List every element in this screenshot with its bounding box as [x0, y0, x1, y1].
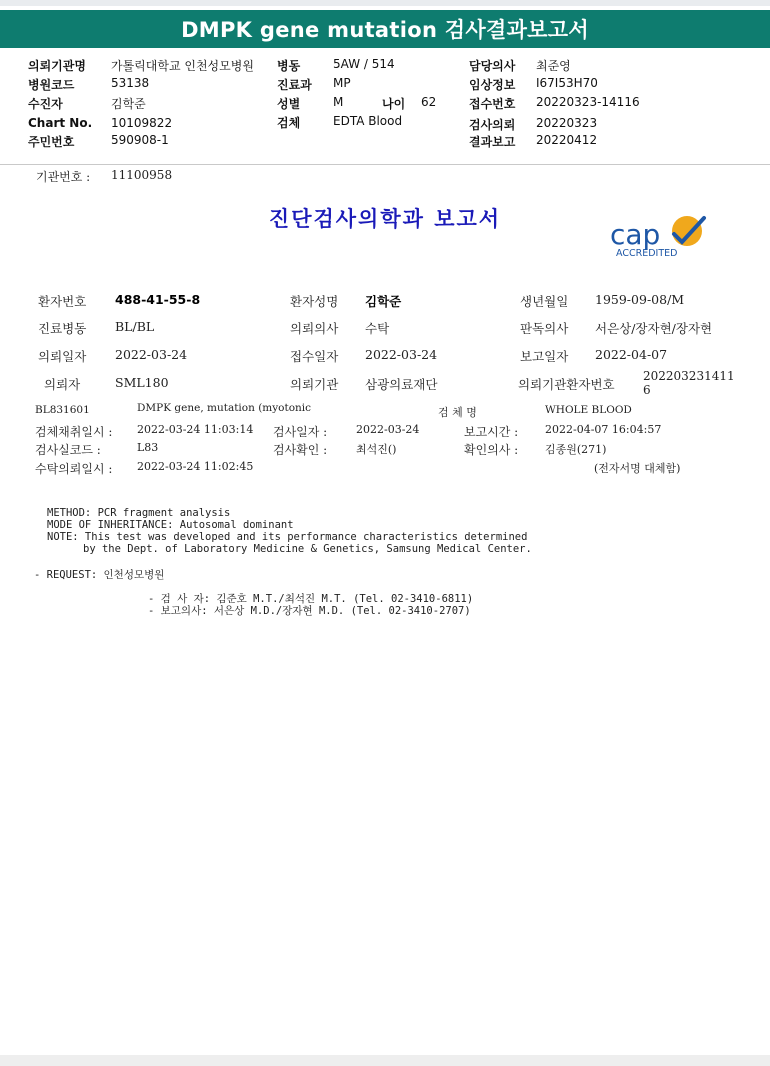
department-value: MP	[333, 76, 351, 90]
result-report-label: 결과보고	[469, 135, 516, 149]
report-date-value: 2022-04-07	[595, 347, 668, 362]
lab-code-label: 검사실코드 :	[35, 443, 101, 457]
chart-no-value: 10109822	[111, 116, 173, 130]
org-no-label: 기관번호 :	[36, 170, 91, 184]
report-time-value: 2022-04-07 16:04:57	[545, 423, 662, 436]
reading-doctor-value: 서은상/장자현/장자현	[595, 321, 713, 336]
clinical-info-label: 임상정보	[469, 78, 516, 92]
test-code: BL831601	[35, 404, 90, 416]
test-specimen-value: WHOLE BLOOD	[545, 404, 632, 416]
patient-no-label: 환자번호	[38, 294, 87, 309]
test-request-value: 20220323	[536, 116, 598, 130]
test-name: DMPK gene, mutation (myotonic	[137, 402, 312, 414]
method-line: METHOD: PCR fragment analysis	[47, 507, 231, 519]
receipt-date-value: 2022-03-24	[365, 347, 438, 362]
req-date-value: 2022-03-24	[115, 347, 188, 362]
req-org-value: 삼광의료재단	[365, 377, 438, 392]
receipt-no-label: 접수번호	[469, 97, 516, 111]
doctor-label: 담당의사	[469, 59, 516, 73]
reporter-line: - 보고의사: 서은상 M.D./장자현 M.D. (Tel. 02-3410-2707)	[148, 605, 471, 617]
confirm-doctor-label: 확인의사 :	[464, 443, 519, 457]
report-header-title: DMPK gene mutation 검사결과보고서	[181, 18, 589, 42]
examinee-value: 김학준	[111, 97, 146, 111]
req-org-patient-no-label: 의뢰기관환자번호	[518, 377, 615, 392]
req-doctor-label: 의뢰의사	[290, 321, 339, 336]
collect-time-label: 검체채취일시 :	[35, 425, 113, 439]
reading-doctor-label: 판독의사	[520, 321, 569, 336]
req-doctor-value: 수탁	[365, 321, 390, 336]
examinee-label: 수진자	[28, 97, 63, 111]
org-no-value: 11100958	[111, 168, 173, 182]
sex-label: 성별	[277, 97, 301, 111]
consign-time-value: 2022-03-24 11:02:45	[137, 460, 254, 473]
inheritance-line: MODE OF INHERITANCE: Autosomal dominant	[47, 519, 294, 531]
cap-seal-icon	[672, 216, 702, 246]
cap-accredited-logo	[608, 214, 708, 258]
patient-no-value: 488-41-55-8	[115, 292, 201, 307]
consign-time-label: 수탁의뢰일시 :	[35, 462, 113, 476]
req-org-patient-no-value-line2: 6	[643, 383, 651, 397]
test-request-label: 검사의뢰	[469, 118, 516, 132]
test-date-label: 검사일자 :	[273, 425, 328, 439]
test-date-value: 2022-03-24	[356, 423, 420, 436]
request-line: - REQUEST: 인천성모병원	[34, 569, 165, 581]
ward-label: 병동	[277, 59, 301, 73]
hospital-code-value: 53138	[111, 76, 150, 90]
requester-label: 의뢰자	[44, 377, 81, 392]
specimen-value: EDTA Blood	[333, 114, 403, 128]
department-label: 진료과	[277, 78, 312, 92]
header-divider	[0, 164, 770, 165]
patient-name-label: 환자성명	[290, 294, 339, 309]
clinical-info-value: I67I53H70	[536, 76, 598, 90]
chart-no-label: Chart No.	[28, 116, 93, 130]
result-report-value: 20220412	[536, 133, 598, 147]
test-check-label: 검사확인 :	[273, 443, 328, 457]
age-value: 62	[421, 95, 437, 109]
resident-no-label: 주민번호	[28, 135, 75, 149]
title-bar	[0, 10, 770, 48]
req-org-patient-no-value-line1: 202203231411	[643, 369, 735, 383]
top-strip	[0, 0, 770, 6]
note-line-1: NOTE: This test was developed and its performance characteristics determined	[47, 531, 528, 543]
bottom-strip	[0, 1055, 770, 1066]
esign-note: (전자서명 대체함)	[594, 462, 681, 475]
birth-value: 1959-09-08/M	[595, 292, 685, 307]
hospital-code-label: 병원코드	[28, 78, 75, 92]
report-time-label: 보고시간 :	[464, 425, 519, 439]
institution-label: 의뢰기관명	[28, 59, 86, 73]
report-title: 진단검사의학과 보고서	[268, 207, 502, 231]
birth-label: 생년월일	[520, 294, 569, 309]
institution-value: 가톨릭대학교 인천성모병원	[111, 59, 254, 73]
cap-accredited-text: ACCREDITED	[616, 248, 678, 258]
resident-no-value: 590908-1	[111, 133, 169, 147]
test-specimen-label: 검 체 명	[438, 406, 477, 419]
age-label: 나이	[382, 97, 406, 111]
confirm-doctor-value: 김종원(271)	[545, 443, 607, 456]
receipt-no-value: 20220323-14116	[536, 95, 640, 109]
specimen-label: 검체	[277, 116, 301, 130]
note-line-2: by the Dept. of Laboratory Medicine & Genetics, Samsung Medical Center.	[83, 543, 532, 555]
req-org-label: 의뢰기관	[290, 377, 339, 392]
cap-logo-text: cap	[610, 218, 661, 251]
receipt-date-label: 접수일자	[290, 349, 339, 364]
doctor-value: 최준영	[536, 59, 571, 73]
lab-code-value: L83	[137, 441, 159, 454]
req-date-label: 의뢰일자	[38, 349, 87, 364]
collect-time-value: 2022-03-24 11:03:14	[137, 423, 254, 436]
ward-value: 5AW / 514	[333, 57, 395, 71]
test-check-value: 최석진()	[356, 443, 397, 456]
care-ward-value: BL/BL	[115, 319, 155, 334]
examiner-line: - 검 사 자: 김준호 M.T./최석진 M.T. (Tel. 02-3410-6811)	[148, 593, 474, 605]
sex-value: M	[333, 95, 344, 109]
requester-value: SML180	[115, 375, 169, 390]
care-ward-label: 진료병동	[38, 321, 87, 336]
patient-name-value: 김학준	[365, 294, 402, 309]
report-date-label: 보고일자	[520, 349, 569, 364]
